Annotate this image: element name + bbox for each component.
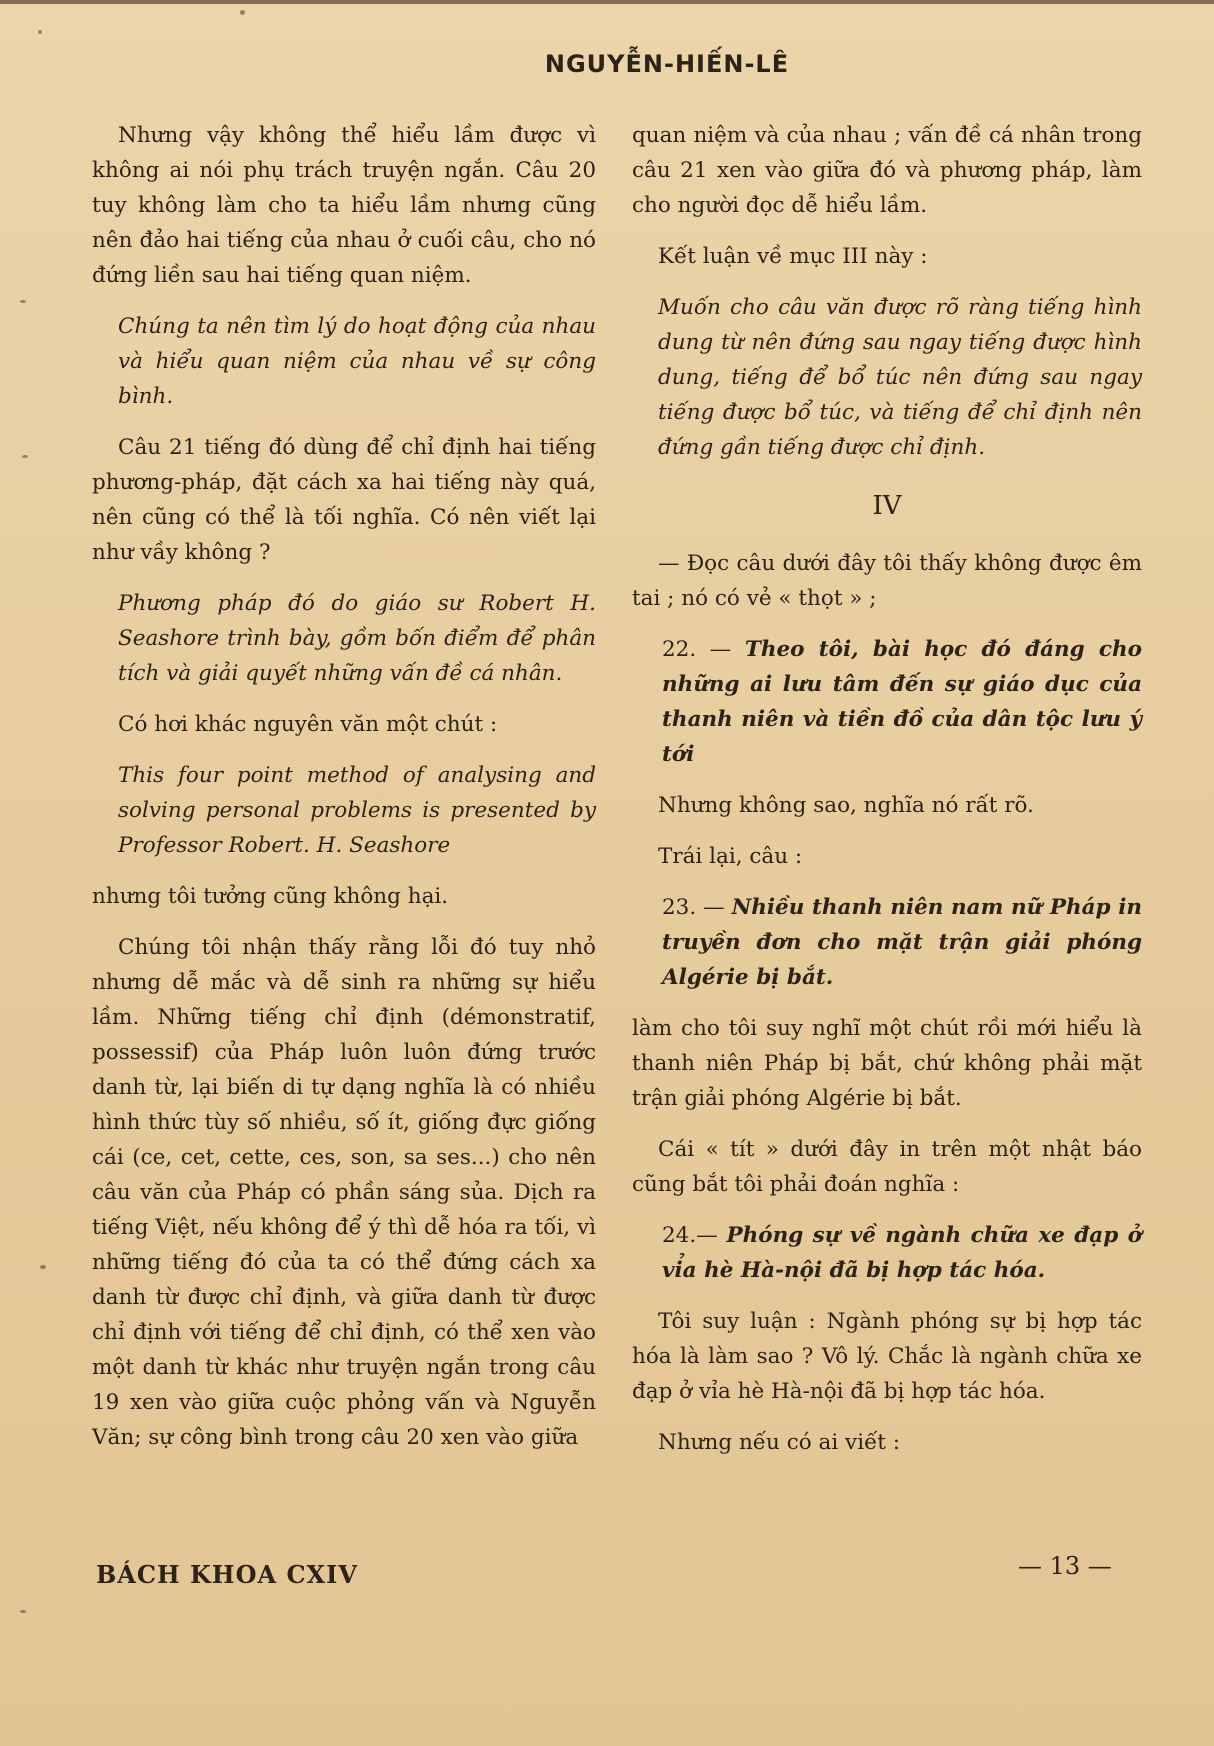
example-number: 22. — (662, 637, 732, 662)
paragraph: — Đọc câu dưới đây tôi thấy không được êm tai ; nó có vẻ « thọt » ; (632, 551, 1142, 611)
paper-speck (20, 300, 26, 303)
paragraph: Tôi suy luận : Ngành phóng sự bị hợp tác hóa là làm sao ? Vô lý. Chắc là ngành chữa xe đạp ở vỉa hè Hà-nội đã bị hợp tác hóa. (632, 1309, 1142, 1404)
paragraph: Có hơi khác nguyên văn một chút : (118, 712, 498, 737)
paper-speck (40, 1265, 46, 1269)
paragraph: Chúng tôi nhận thấy rằng lỗi đó tuy nhỏ nhưng dễ mắc và dễ sinh ra những sự hiểu lầm. Những tiếng chỉ định (démonstratif, possessif) của Pháp luôn luôn đứng trước danh từ, lại biến di tự dạng nghĩa là có nhiều hình thức tùy số nhiều, số ít, giống đực giống cái (ce, cet, cette, ces, son, sa ses...) cho nên câu văn của Pháp có phần sáng sủa. Dịch ra tiếng Việt, nếu không để ý thì dễ hóa ra tối, vì những tiếng đó của ta có thể đứng cách xa danh từ được chỉ định, và giữa danh từ được chỉ định với tiếng để chỉ định, có thể xen vào một danh từ khác như truyện ngắn trong câu 19 xen vào giữa cuộc phỏng vấn và Nguyễn Văn; sự công bình trong câu 20 xen vào giữa (92, 935, 596, 1450)
example-text: Nhiều thanh niên nam nữ Pháp in truyền đơn cho mặt trận giải phóng Algérie bị bắt. (662, 895, 1142, 990)
paragraph: Câu 21 tiếng đó dùng để chỉ định hai tiếng phương-pháp, đặt cách xa hai tiếng này quá, nên cũng có thể là tối nghĩa. Có nên viết lại như vầy không ? (92, 435, 596, 565)
paragraph: Nhưng không sao, nghĩa nó rất rõ. (658, 793, 1034, 818)
paper-speck (20, 1610, 26, 1613)
right-column (632, 118, 1142, 1476)
example-24 (632, 1218, 1142, 1288)
quoted-english-original: This four point method of analysing and solving personal problems is presented by Professor Robert. H. Seashore (118, 763, 596, 858)
example-23 (632, 890, 1142, 995)
paragraph: nhưng tôi tưởng cũng không hại. (92, 884, 449, 909)
page-number: — 13 — (1018, 1552, 1112, 1580)
example-text: Phóng sự về ngành chữa xe đạp ở vỉa hè Hà-nội đã bị hợp tác hóa. (662, 1223, 1142, 1283)
paragraph: Nhưng vậy không thể hiểu lầm được vì không ai nói phụ trách truyện ngắn. Câu 20 tuy không làm cho ta hiểu lầm nhưng cũng nên đảo hai tiếng của nhau ở cuối câu, cho nó đứng liền sau hai tiếng quan niệm. (92, 123, 596, 288)
paper-speck (38, 30, 42, 34)
paragraph: Trái lại, câu : (658, 844, 803, 869)
quoted-example: Phương pháp đó do giáo sư Robert H. Seashore trình bày, gồm bốn điểm để phân tích và giải quyết những vấn đề cá nhân. (118, 591, 596, 686)
example-number: 24.— (662, 1223, 718, 1248)
top-edge-rule (0, 0, 1214, 4)
paragraph: Kết luận về mục III này : (658, 244, 928, 269)
example-22 (632, 632, 1142, 772)
section-heading: IV (872, 491, 902, 521)
paragraph: Nhưng nếu có ai viết : (658, 1430, 901, 1455)
example-number: 23. — (662, 895, 725, 920)
page-header-author: NGUYỄN-HIẾN-LÊ (544, 50, 790, 78)
example-text: Theo tôi, bài học đó đáng cho những ai lưu tâm đến sự giáo dục của thanh niên và tiền đồ của dân tộc lưu ý tới (662, 637, 1142, 767)
paper-speck (22, 455, 28, 458)
paragraph: làm cho tôi suy nghĩ một chút rồi mới hiểu là thanh niên Pháp bị bắt, chứ không phải mặt trận giải phóng Algérie bị bắt. (632, 1016, 1142, 1111)
paper-speck (240, 10, 245, 15)
left-column (92, 118, 596, 1471)
paragraph: quan niệm và của nhau ; vấn đề cá nhân trong câu 21 xen vào giữa đó và phương pháp, làm cho người đọc dễ hiểu lầm. (632, 123, 1142, 218)
paragraph: Cái « tít » dưới đây in trên một nhật báo cũng bắt tôi phải đoán nghĩa : (632, 1137, 1142, 1197)
journal-footer: BÁCH KHOA CXIV (96, 1560, 359, 1589)
quoted-example: Chúng ta nên tìm lý do hoạt động của nhau và hiểu quan niệm của nhau về sự công bình. (118, 314, 596, 409)
conclusion-rule: Muốn cho câu văn được rõ ràng tiếng hình dung từ nên đứng sau ngay tiếng được hình dung, tiếng để bổ túc nên đứng sau ngay tiếng được bổ túc, và tiếng để chỉ định nên đứng gần tiếng được chỉ định. (658, 295, 1142, 460)
